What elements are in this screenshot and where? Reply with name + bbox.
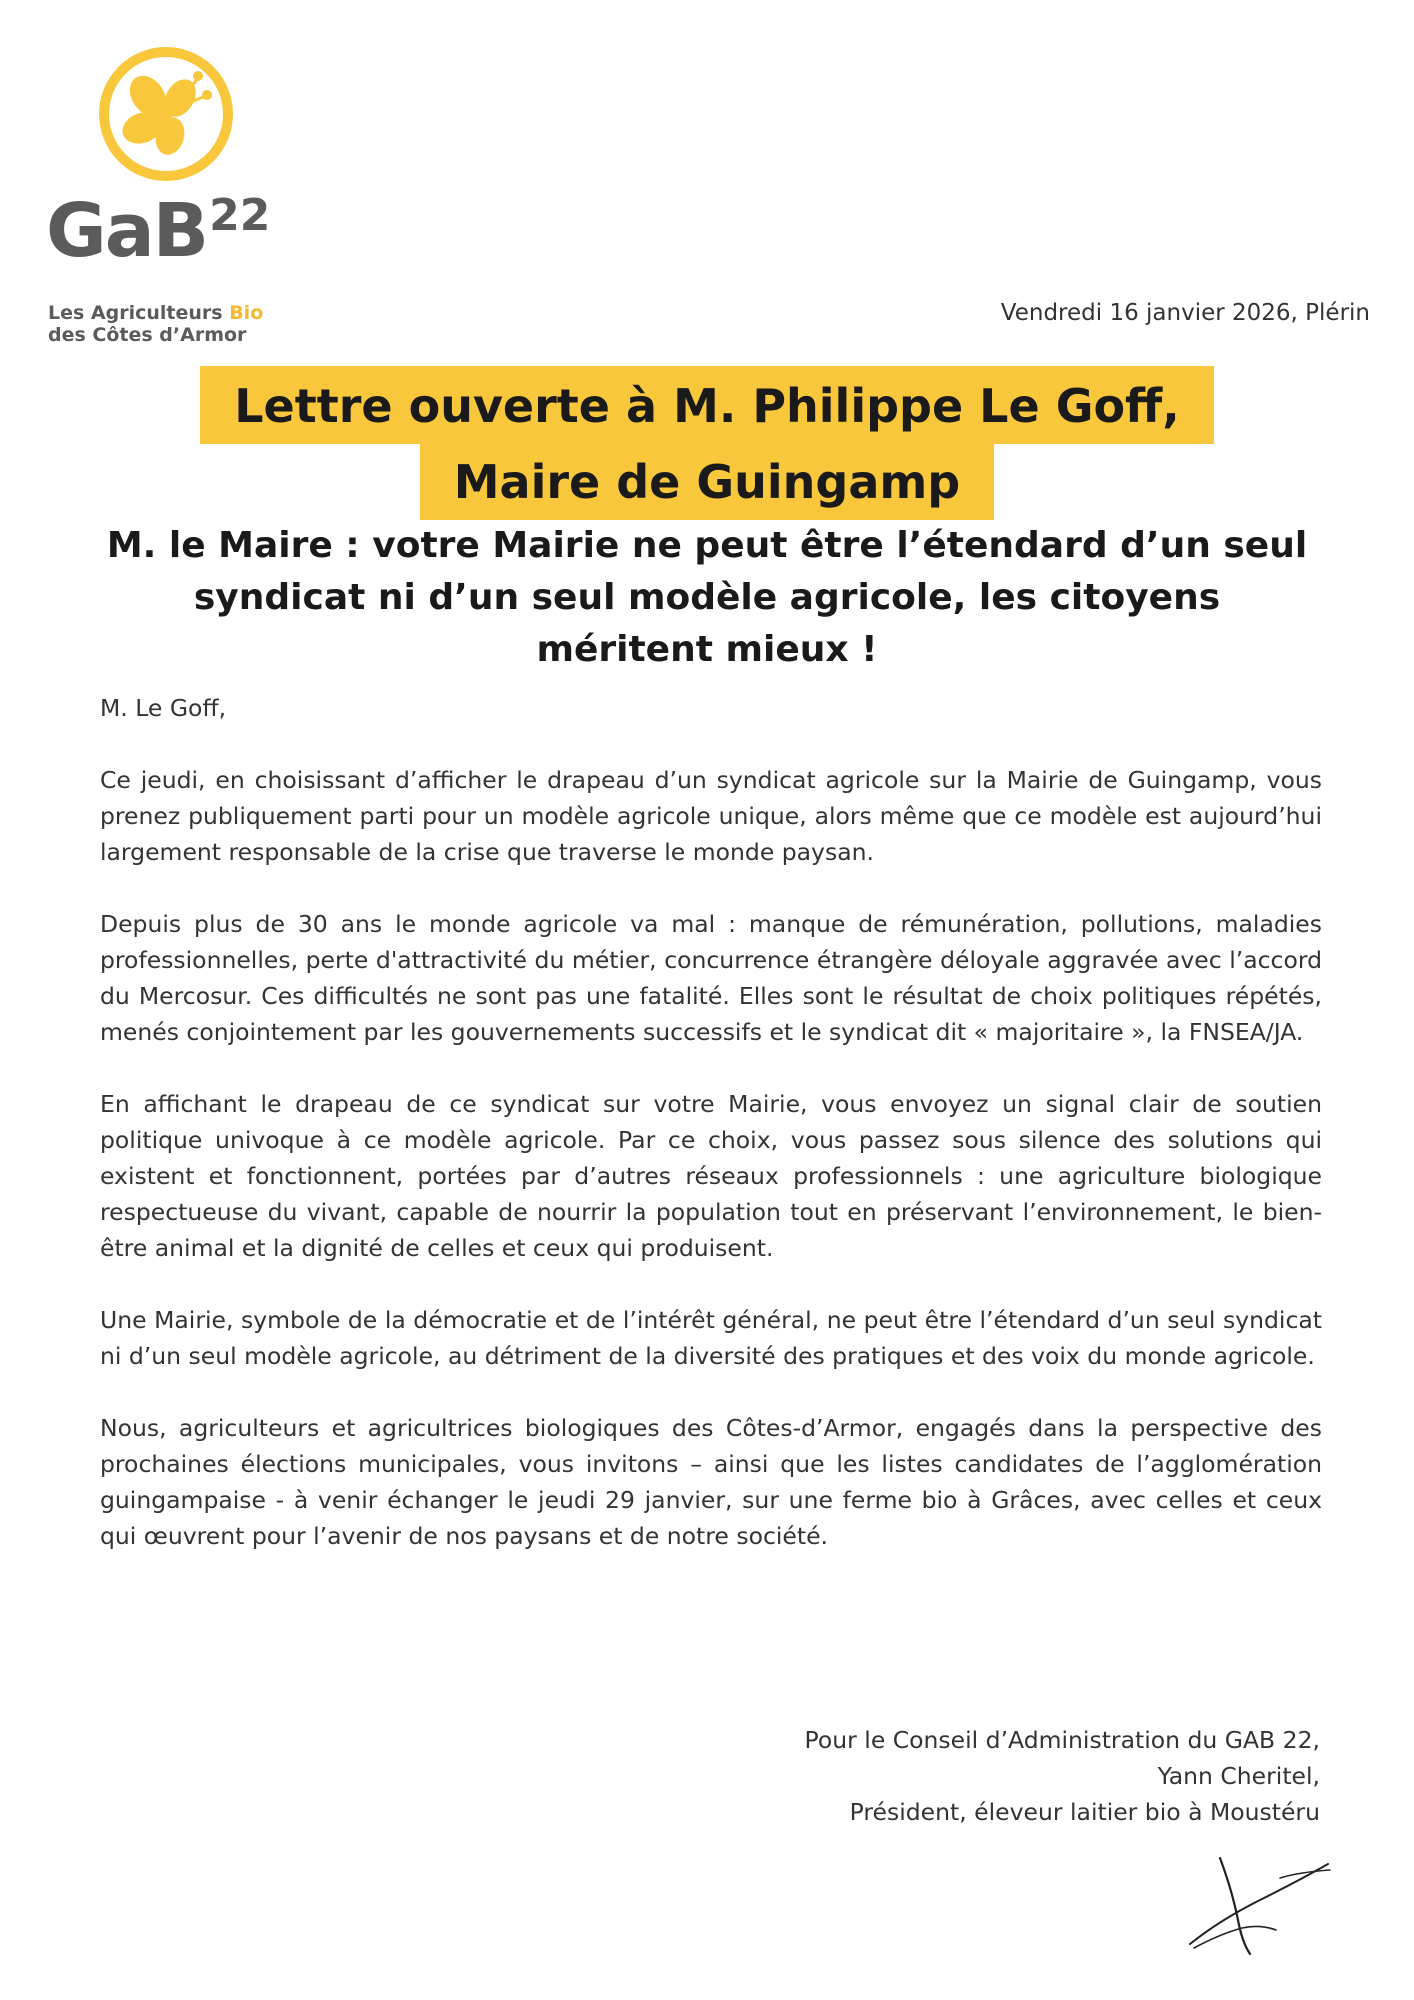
body-paragraph: En affichant le drapeau de ce syndicat sur votre Mairie, vous envoyez un signal clair de soutien politique univoque à ce modèle agricole. Par ce choix, vous passez sous silence des solutions qui existent et fonctionnent, portées par d’autres réseaux professionnels : une agriculture biologique respectueuse du vivant, capable de nourrir la population tout en préservant l’environnement, le bien-être animal et la dignité de celles et ceux qui produisent. (100, 1090, 1322, 1262)
date-place: Vendredi 16 janvier 2026, Plérin (1000, 300, 1370, 326)
logo-tagline-bio: Bio (229, 302, 264, 324)
salutation: M. Le Goff, (100, 694, 227, 722)
letter-title (0, 366, 1414, 520)
body-paragraph: Une Mairie, symbole de la démocratie et de l’intérêt général, ne peut être l’étendard d’un seul syndicat ni d’un seul modèle agricole, au détriment de la diversité des pratiques et des voix du monde agricole. (100, 1306, 1322, 1370)
letter-body (100, 690, 1322, 1590)
handwritten-signature (1180, 1850, 1340, 1960)
body-paragraph: Depuis plus de 30 ans le monde agricole va mal : manque de rémunération, pollutions, maladies professionnelles, perte d'attractivité du métier, concurrence étrangère déloyale aggravée avec l’accord du Mercosur. Ces difficultés ne sont pas une fatalité. Elles sont le résultat de choix politiques répétés, menés conjointement par les gouvernements successifs et le syndicat dit « majoritaire », la FNSEA/JA. (100, 910, 1322, 1046)
signoff-line-3: Président, éleveur laitier bio à Moustéru (849, 1798, 1320, 1826)
flower-logo-icon (96, 44, 236, 184)
logo-number: 22 (209, 190, 271, 241)
title-line-1: Lettre ouverte à M. Philippe Le Goff, (200, 366, 1214, 444)
letter-subtitle: M. le Maire : votre Mairie ne peut être l’étendard d’un seul syndicat ni d’un seul modèle agricole, les citoyens méritent mieux ! (106, 525, 1308, 670)
body-paragraph: Ce jeudi, en choisissant d’afficher le drapeau d’un syndicat agricole sur la Mairie de Guingamp, vous prenez publiquement parti pour un modèle agricole unique, alors même que ce modèle est aujourd’hui largement responsable de la crise que traverse le monde paysan. (100, 766, 1322, 866)
signoff (805, 1722, 1320, 1830)
signoff-line-2: Yann Cheritel, (1157, 1762, 1320, 1790)
logo-tagline-prefix: Les Agriculteurs (48, 302, 230, 324)
signoff-line-1: Pour le Conseil d’Administration du GAB 22, (804, 1726, 1320, 1754)
body-paragraph: Nous, agriculteurs et agricultrices biologiques des Côtes-d’Armor, engagés dans la perspective des prochaines élections municipales, vous invitons – ainsi que les listes candidates de l’agglomération guingampaise - à venir échanger le jeudi 29 janvier, sur une ferme bio à Grâces, avec celles et ceux qui œuvrent pour l’avenir de nos paysans et de notre société. (100, 1414, 1322, 1550)
logo-tagline-line2: des Côtes d’Armor (48, 324, 247, 346)
logo-wordmark (46, 188, 271, 274)
title-line-2: Maire de Guingamp (420, 442, 994, 520)
logo-tagline (48, 302, 263, 346)
logo-brand: GaB (46, 188, 208, 274)
